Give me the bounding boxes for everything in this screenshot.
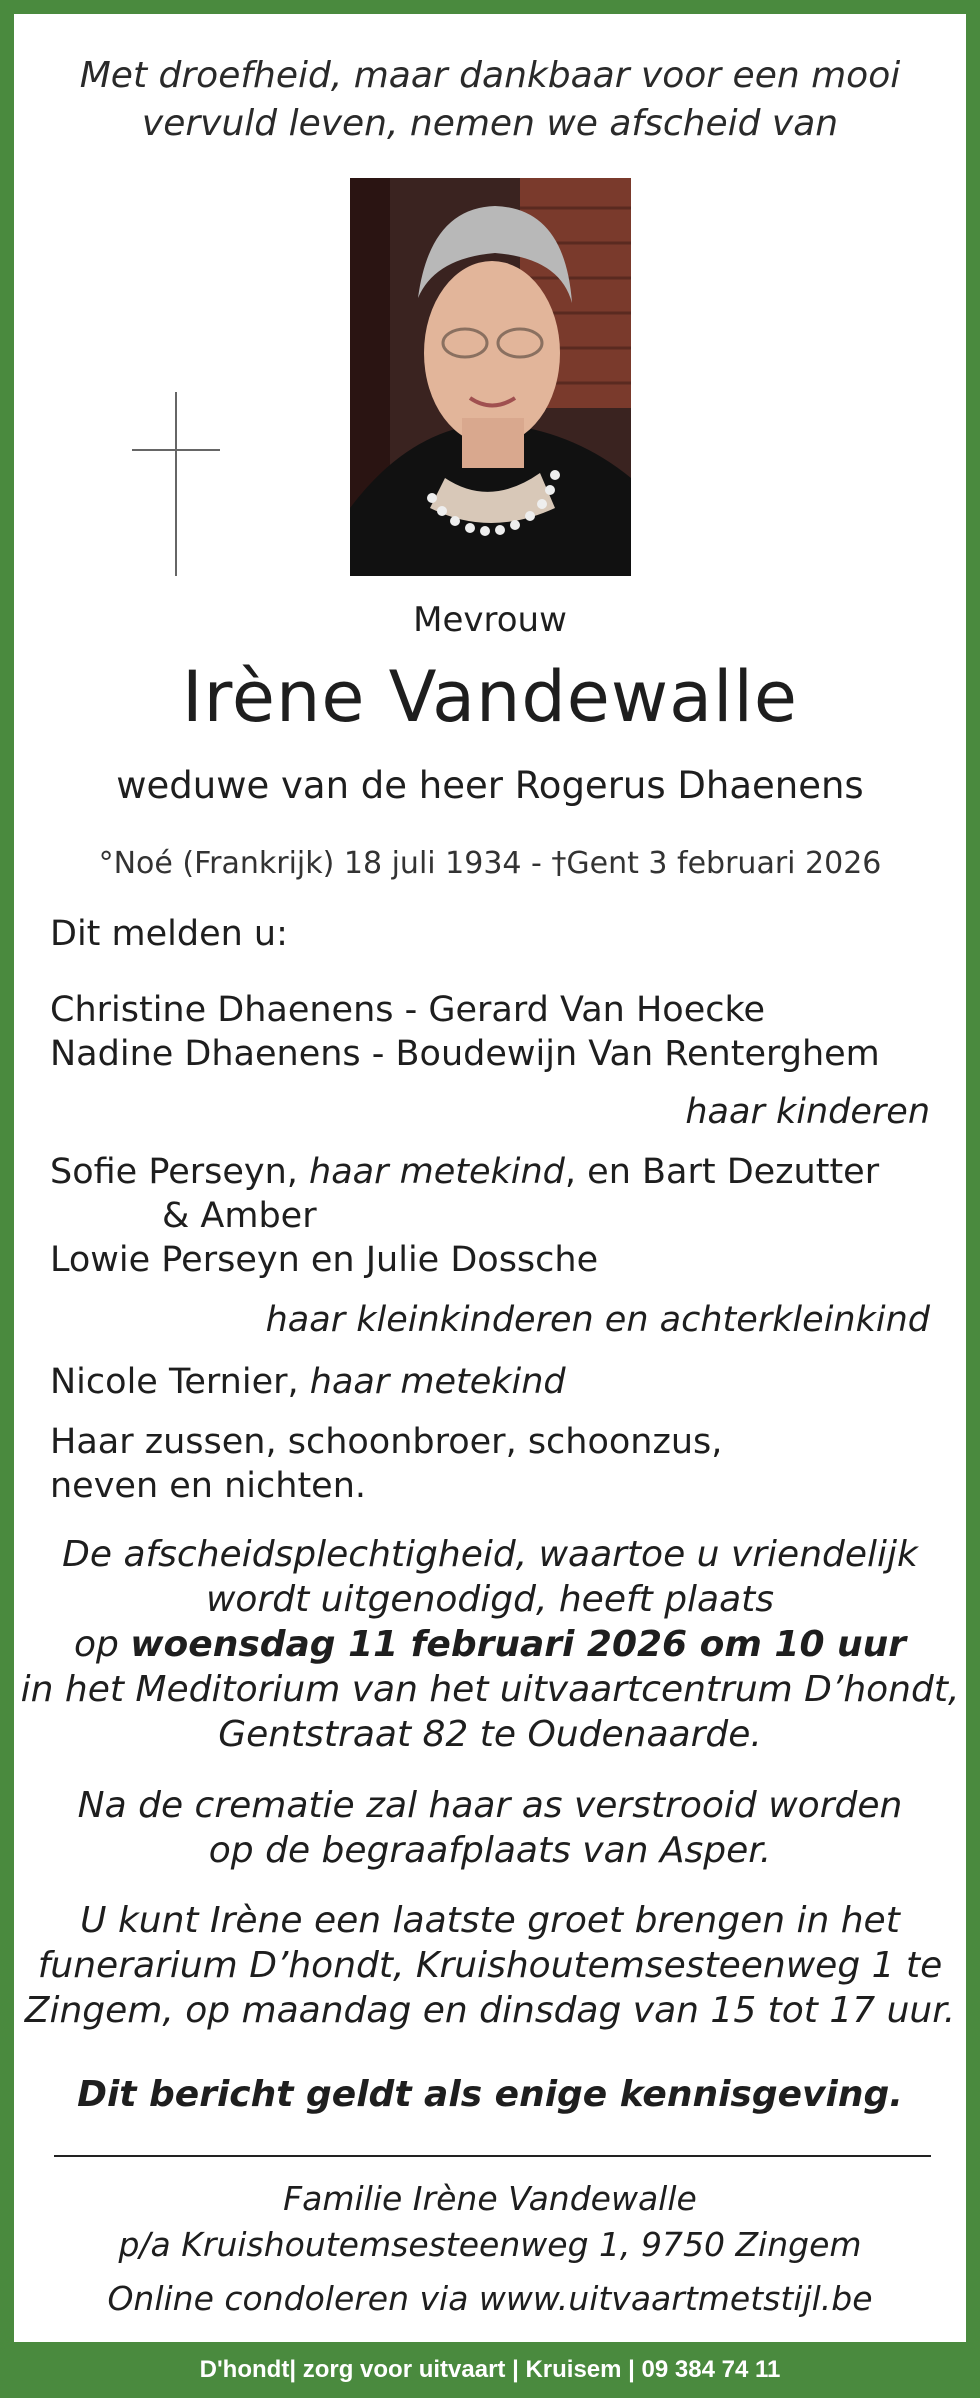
- ceremony-line-3: [0, 1622, 980, 1667]
- grandchild-relation: haar metekind: [309, 1152, 565, 1192]
- portrait-photo: [350, 178, 631, 576]
- intro-line-2: vervuld leven, nemen we afscheid van: [141, 103, 839, 144]
- grandchild-line-3: Lowie Perseyn en Julie Dossche: [50, 1240, 599, 1280]
- footer-bar: D'hondt| zorg voor uitvaart | Kruisem | 09 384 74 11: [0, 2342, 980, 2398]
- cremation-line-1: Na de crematie zal haar as verstrooid worden: [77, 1785, 903, 1826]
- visit-line-3: Zingem, op maandag en dinsdag van 15 tot 17 uur.: [24, 1990, 956, 2031]
- ceremony-text: [0, 1532, 980, 1757]
- grandchild-line-2: & Amber: [162, 1196, 317, 1236]
- ceremony-line-5: Gentstraat 82 te Oudenaarde.: [218, 1714, 762, 1755]
- visit-text: [0, 1898, 980, 2033]
- cremation-line-2: op de begraafplaats van Asper.: [208, 1830, 772, 1871]
- godchild-role: haar metekind: [309, 1362, 566, 1402]
- children-role: haar kinderen: [685, 1092, 930, 1132]
- grandchild-partner: , en Bart Dezutter: [564, 1152, 880, 1192]
- family-line-1: Familie Irène Vandewalle: [283, 2179, 697, 2218]
- relatives-text: [50, 1420, 930, 1508]
- ceremony-line-4: in het Meditorium van het uitvaartcentrum D’hondt,: [20, 1669, 960, 1710]
- godchild-line: [50, 1360, 930, 1404]
- intro-text: [0, 52, 980, 148]
- relatives-line-2: neven en nichten.: [50, 1466, 367, 1506]
- relatives-line-1: Haar zussen, schoonbroer, schoonzus,: [50, 1422, 723, 1462]
- ceremony-datetime: woensdag 11 februari 2026 om 10 uur: [130, 1624, 907, 1665]
- grandchild-line-1: [50, 1150, 930, 1194]
- widow-of: weduwe van de heer Rogerus Dhaenens: [116, 764, 864, 807]
- divider: [54, 2155, 931, 2157]
- godchild-name: Nicole Ternier,: [50, 1362, 310, 1402]
- birth-death-dates: °Noé (Frankrijk) 18 juli 1934 - †Gent 3 februari 2026: [98, 846, 882, 881]
- deceased-name: Irène Vandewalle: [182, 656, 798, 738]
- condolence-link[interactable]: Online condoleren via www.uitvaartmetstijl.be: [107, 2279, 873, 2318]
- honorific: Mevrouw: [413, 600, 567, 640]
- children-list: [50, 988, 930, 1076]
- ceremony-prefix: op: [73, 1624, 131, 1665]
- family-line-2: p/a Kruishoutemsesteenweg 1, 9750 Zingem: [118, 2225, 862, 2264]
- notice-text: Dit bericht geldt als enige kennisgeving.: [77, 2074, 903, 2115]
- cremation-text: [0, 1783, 980, 1873]
- visit-line-2: funerarium D’hondt, Kruishoutemsesteenweg 1 te: [37, 1945, 943, 1986]
- intro-line-1: Met droefheid, maar dankbaar voor een mooi: [79, 55, 901, 96]
- grandchildren-role: haar kleinkinderen en achterkleinkind: [265, 1300, 930, 1340]
- ceremony-line-1: De afscheidsplechtigheid, waartoe u vriendelijk: [62, 1534, 918, 1575]
- child-line-2: Nadine Dhaenens - Boudewijn Van Renterghem: [50, 1034, 880, 1074]
- family-contact: [0, 2176, 980, 2322]
- visit-line-1: U kunt Irène een laatste groet brengen in het: [80, 1900, 900, 1941]
- announce-label: Dit melden u:: [50, 914, 288, 954]
- grandchild-name: Sofie Perseyn,: [50, 1152, 310, 1192]
- child-line-1: Christine Dhaenens - Gerard Van Hoecke: [50, 990, 766, 1030]
- ceremony-line-2: wordt uitgenodigd, heeft plaats: [205, 1579, 775, 1620]
- grandchildren-list: [50, 1150, 930, 1282]
